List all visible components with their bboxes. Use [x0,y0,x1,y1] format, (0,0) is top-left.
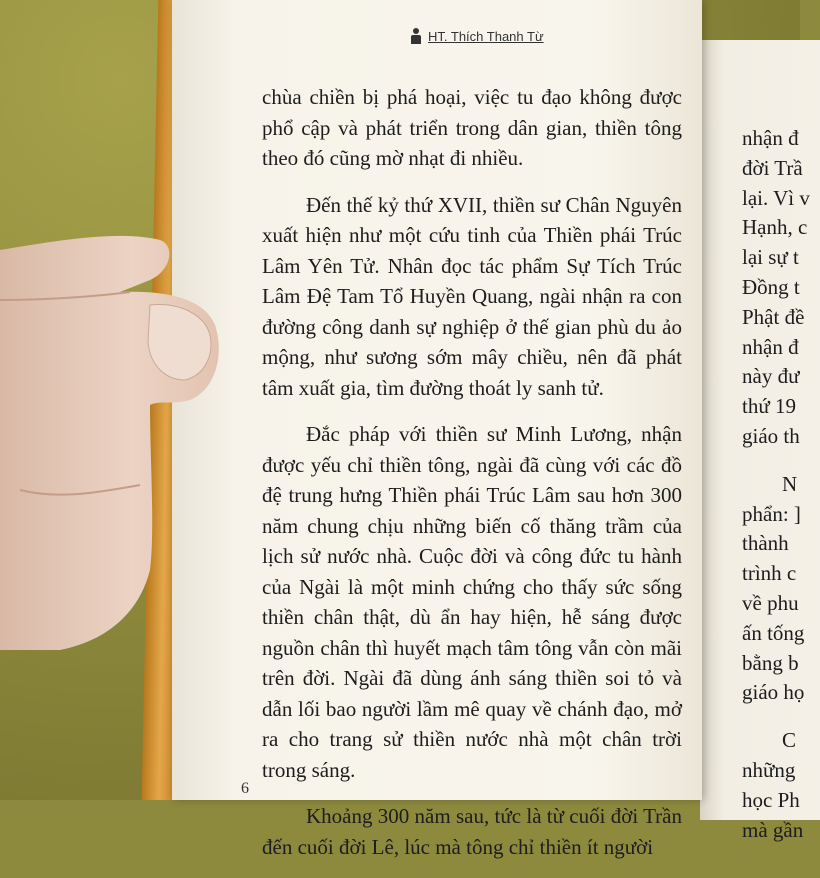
line-fragment: phẩn: ] [742,501,801,526]
line-fragment: giáo họ [742,680,805,705]
paragraph: Đắc pháp với thiền sư Minh Lương, nhận được yếu chỉ thiền tông, ngài đã cùng với các đồ đệ trung hưng Thiền phái Trúc Lâm sau hơn 300 năm chung chịu những biến cố thăng trầm của lịch sử nước nhà. Cuộc đời và công đức tu hành của Ngài là một minh chứng cho thấy sức sống thiền chân thật, dù ẩn hay hiện, hễ sáng được nguồn chân thì huyết mạch tâm tông vẫn còn mãi trên đời. Ngài đã dùng ánh sáng thiền soi tỏ và dẫn lối bao người lầm mê quay về chánh đạo, mở ra cho trang sử thiền nước nhà một chân trời trong sáng. [262,422,682,782]
author-name: HT. Thích Thanh Từ [428,28,544,44]
line-fragment: học Ph [742,787,800,812]
running-header [410,28,544,44]
line-fragment: này đư [742,364,800,389]
line-fragment: Đồng t [742,274,800,299]
line-fragment: thành [742,531,789,556]
left-page-text [262,82,682,878]
line-fragment: lại sự t [742,245,799,270]
hand-shape [0,236,219,650]
line-fragment: ấn tống [742,620,805,645]
line-fragment: trình c [742,561,797,586]
line-fragment: những [742,757,796,782]
paragraph: chùa chiền bị phá hoại, việc tu đạo không được phổ cập và phát triển trong dân gian, thiền tông theo đó cũng mờ nhạt đi nhiều. [262,85,682,170]
hand [0,230,260,650]
page-number: 6 [241,780,249,797]
paragraph: Khoảng 300 năm sau, tức là từ cuối đời Trần đến cuối đời Lê, lúc mà tông chỉ thiền ít người [262,804,682,859]
line-fragment: nhận đ [742,334,799,359]
paragraph: Đến thế kỷ thứ XVII, thiền sư Chân Nguyên xuất hiện như một cứu tinh của Thiền phái Trúc Lâm Yên Tử. Nhân đọc tác phẩm Sự Tích Trúc Lâm Đệ Tam Tổ Huyền Quang, ngài nhận ra con đường công danh sự nghiệp ở thế gian phù du ảo mộng, như sương sớm mây chiều, nên đã phát tâm xuất gia, tìm đường thoát ly sanh tử. [262,192,682,400]
line-fragment: Phật đề [742,304,805,329]
line-fragment: đời Trầ [742,155,803,180]
right-page-text [742,124,810,845]
line-fragment: N [782,471,798,496]
monk-icon [410,28,422,44]
line-fragment: mà gần [742,817,804,842]
line-fragment: nhận đ [742,126,799,150]
line-fragment: về phu [742,590,799,615]
line-fragment: giáo th [742,423,800,448]
line-fragment: C [782,728,797,753]
line-fragment: bằng b [742,650,799,675]
line-fragment: Hạnh, c [742,215,808,240]
line-fragment: thứ 19 [742,394,796,419]
line-fragment: lại. Vì v [742,185,810,210]
